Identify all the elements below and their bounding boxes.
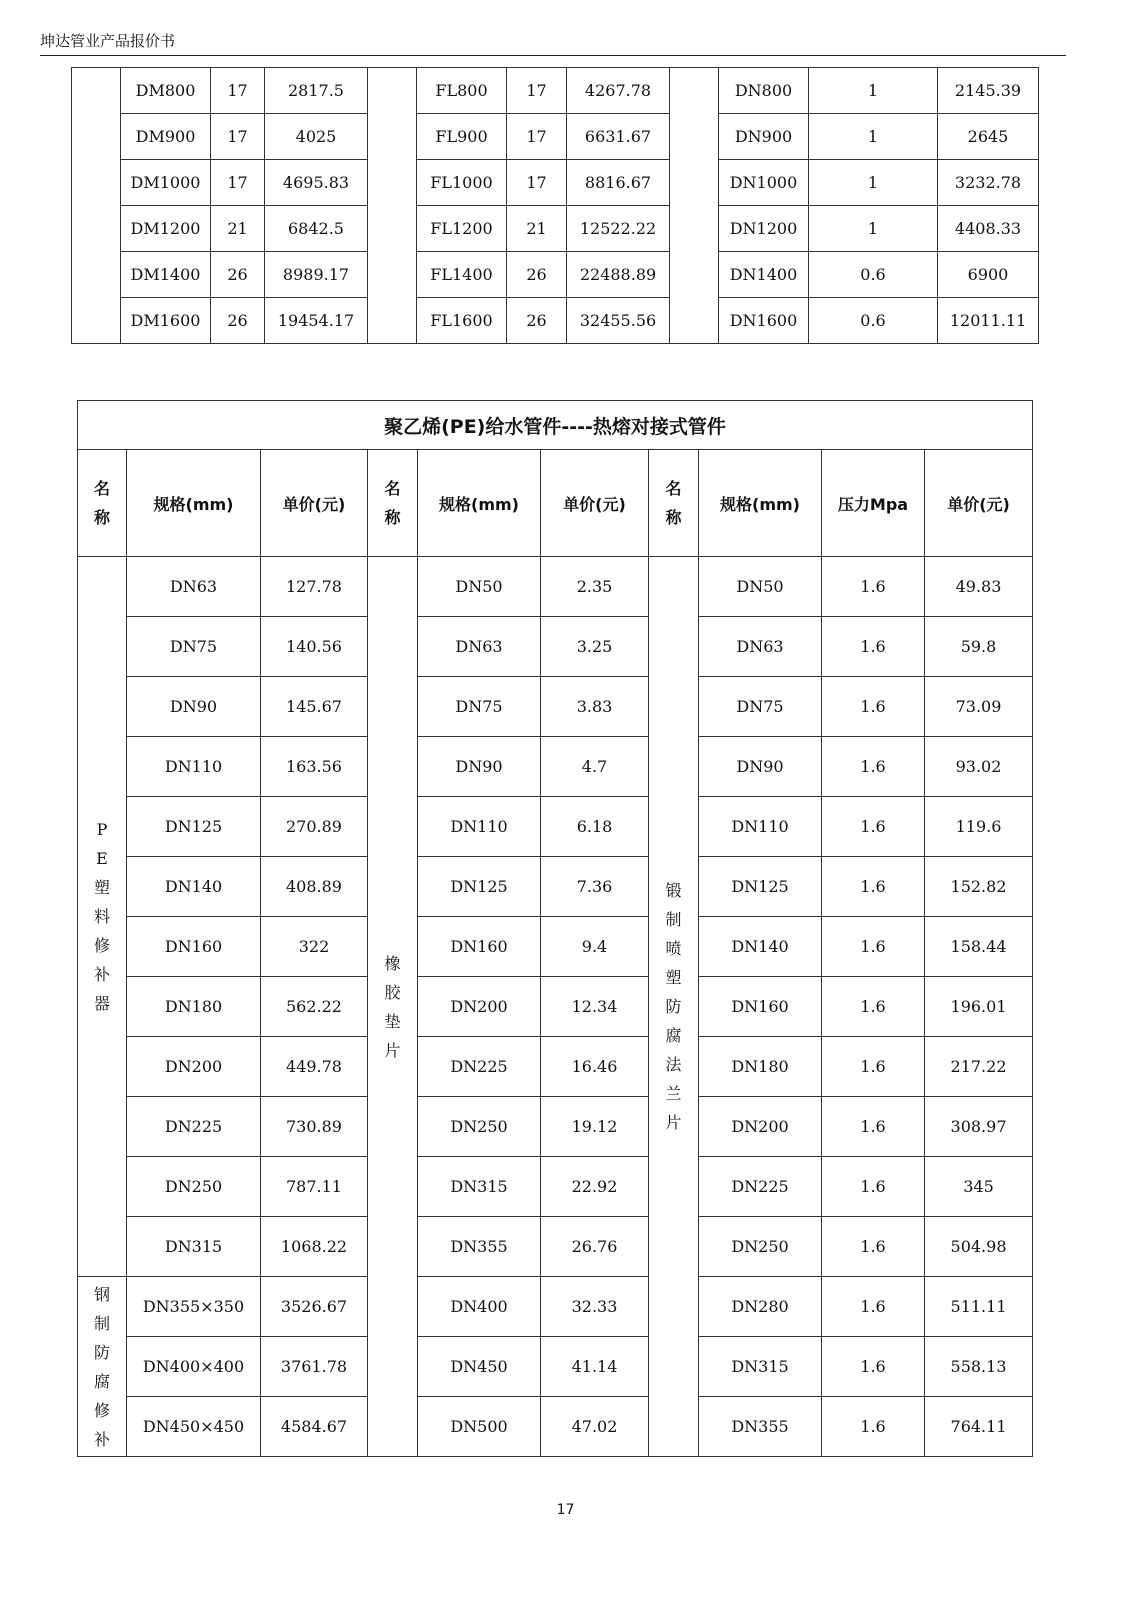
spec-cell: DN355: [699, 1397, 822, 1457]
price-cell: 4408.33: [938, 206, 1039, 252]
spec-cell: DN90: [418, 737, 541, 797]
pressure-cell: 1.6: [822, 1217, 925, 1277]
pressure-cell: 26: [507, 298, 567, 344]
table-row: [78, 857, 1033, 917]
top-table-body: [72, 68, 1039, 344]
table-row: [78, 1277, 1033, 1337]
spec-cell: FL1200: [417, 206, 507, 252]
header-divider: [40, 55, 1066, 56]
price-cell: 270.89: [261, 797, 368, 857]
spec-cell: DN250: [699, 1217, 822, 1277]
price-cell: 127.78: [261, 557, 368, 617]
price-cell: 196.01: [925, 977, 1033, 1037]
pressure-cell: 26: [507, 252, 567, 298]
spec-cell: DN140: [127, 857, 261, 917]
price-cell: 12.34: [541, 977, 649, 1037]
table-row: [72, 298, 1039, 344]
table-row: [78, 1037, 1033, 1097]
price-cell: 32455.56: [567, 298, 670, 344]
price-cell: 4.7: [541, 737, 649, 797]
pressure-cell: 1: [809, 114, 938, 160]
price-cell: 2.35: [541, 557, 649, 617]
price-cell: 93.02: [925, 737, 1033, 797]
table-row: [78, 737, 1033, 797]
spec-cell: DN200: [127, 1037, 261, 1097]
spec-cell: DN250: [418, 1097, 541, 1157]
pressure-cell: 1.6: [822, 1397, 925, 1457]
price-cell: 217.22: [925, 1037, 1033, 1097]
group-name-flange: 锻制喷塑防腐法兰片: [649, 557, 699, 1457]
table-row: [72, 68, 1039, 114]
pressure-cell: 21: [507, 206, 567, 252]
table-row: [78, 1157, 1033, 1217]
price-cell: 145.67: [261, 677, 368, 737]
header-price: 单价(元): [925, 450, 1033, 557]
price-cell: 562.22: [261, 977, 368, 1037]
spec-cell: DN110: [127, 737, 261, 797]
spec-cell: DN63: [418, 617, 541, 677]
spec-cell: DN355: [418, 1217, 541, 1277]
header-price: 单价(元): [541, 450, 649, 557]
spec-cell: DN900: [719, 114, 809, 160]
price-cell: 9.4: [541, 917, 649, 977]
table-row: [72, 114, 1039, 160]
spec-cell: DM800: [121, 68, 211, 114]
price-cell: 7.36: [541, 857, 649, 917]
price-cell: 6842.5: [265, 206, 368, 252]
price-cell: 158.44: [925, 917, 1033, 977]
group-name-rubber-gasket: 橡胶垫片: [368, 557, 418, 1457]
price-cell: 6900: [938, 252, 1039, 298]
pressure-cell: 0.6: [809, 298, 938, 344]
pressure-cell: 1.6: [822, 1337, 925, 1397]
spec-cell: DN500: [418, 1397, 541, 1457]
spec-cell: DN180: [127, 977, 261, 1037]
pressure-cell: 1: [809, 160, 938, 206]
spec-cell: DN800: [719, 68, 809, 114]
price-cell: 4695.83: [265, 160, 368, 206]
blank-name-cell: [368, 68, 417, 344]
spec-cell: DN1000: [719, 160, 809, 206]
price-cell: 32.33: [541, 1277, 649, 1337]
pressure-cell: 17: [507, 68, 567, 114]
spec-cell: DN50: [699, 557, 822, 617]
pressure-cell: 21: [211, 206, 265, 252]
page-number: 17: [556, 1502, 575, 1518]
price-cell: 12522.22: [567, 206, 670, 252]
price-cell: 787.11: [261, 1157, 368, 1217]
pe-table-body: [78, 401, 1033, 1457]
spec-cell: DN400: [418, 1277, 541, 1337]
price-cell: 26.76: [541, 1217, 649, 1277]
spec-cell: DN1600: [719, 298, 809, 344]
price-cell: 22488.89: [567, 252, 670, 298]
spec-cell: DN75: [418, 677, 541, 737]
header-spec: 规格(mm): [699, 450, 822, 557]
price-cell: 8816.67: [567, 160, 670, 206]
pressure-cell: 1.6: [822, 857, 925, 917]
pressure-cell: 1.6: [822, 1097, 925, 1157]
table-row: [78, 617, 1033, 677]
pressure-cell: 1: [809, 68, 938, 114]
spec-cell: DN63: [127, 557, 261, 617]
price-cell: 3232.78: [938, 160, 1039, 206]
spec-cell: FL900: [417, 114, 507, 160]
price-cell: 22.92: [541, 1157, 649, 1217]
price-cell: 408.89: [261, 857, 368, 917]
price-cell: 47.02: [541, 1397, 649, 1457]
pressure-cell: 1.6: [822, 1157, 925, 1217]
spec-cell: DN315: [418, 1157, 541, 1217]
table-row: [78, 1097, 1033, 1157]
spec-cell: DN450×450: [127, 1397, 261, 1457]
price-cell: 2145.39: [938, 68, 1039, 114]
spec-cell: DN1200: [719, 206, 809, 252]
column-header-row: [78, 450, 1033, 557]
spec-cell: DM1600: [121, 298, 211, 344]
table-title: 聚乙烯(PE)给水管件----热熔对接式管件: [78, 401, 1033, 450]
table-row: [78, 677, 1033, 737]
pressure-cell: 26: [211, 252, 265, 298]
price-cell: 2645: [938, 114, 1039, 160]
pressure-cell: 1.6: [822, 1277, 925, 1337]
spec-cell: DN315: [127, 1217, 261, 1277]
pressure-cell: 1: [809, 206, 938, 252]
spec-cell: DN75: [127, 617, 261, 677]
pressure-cell: 26: [211, 298, 265, 344]
table-row: [72, 206, 1039, 252]
pressure-cell: 1.6: [822, 617, 925, 677]
document-header-title: 坤达管业产品报价书: [40, 32, 176, 50]
spec-cell: DN75: [699, 677, 822, 737]
spec-cell: DN180: [699, 1037, 822, 1097]
spec-cell: DN110: [418, 797, 541, 857]
price-cell: 59.8: [925, 617, 1033, 677]
price-cell: 163.56: [261, 737, 368, 797]
price-cell: 140.56: [261, 617, 368, 677]
pressure-cell: 1.6: [822, 1037, 925, 1097]
spec-cell: DN450: [418, 1337, 541, 1397]
price-cell: 3761.78: [261, 1337, 368, 1397]
spec-cell: DN250: [127, 1157, 261, 1217]
spec-cell: DN63: [699, 617, 822, 677]
spec-cell: FL1600: [417, 298, 507, 344]
spec-cell: DN125: [699, 857, 822, 917]
spec-cell: DN160: [418, 917, 541, 977]
top-price-table: [71, 67, 1039, 344]
spec-cell: DN125: [418, 857, 541, 917]
price-cell: 3.83: [541, 677, 649, 737]
pe-fittings-table: [77, 400, 1033, 1457]
header-name: 名称: [78, 450, 127, 557]
table-row: [78, 977, 1033, 1037]
pressure-cell: 17: [211, 68, 265, 114]
price-cell: 41.14: [541, 1337, 649, 1397]
pressure-cell: 1.6: [822, 677, 925, 737]
price-cell: 4267.78: [567, 68, 670, 114]
spec-cell: DN160: [699, 977, 822, 1037]
group-name-pe-repair: PE塑料修补器: [78, 557, 127, 1277]
price-cell: 449.78: [261, 1037, 368, 1097]
table-row: [78, 557, 1033, 617]
pressure-cell: 0.6: [809, 252, 938, 298]
pressure-cell: 1.6: [822, 557, 925, 617]
spec-cell: DN280: [699, 1277, 822, 1337]
spec-cell: DN90: [699, 737, 822, 797]
header-spec: 规格(mm): [127, 450, 261, 557]
spec-cell: DN1400: [719, 252, 809, 298]
price-cell: 6631.67: [567, 114, 670, 160]
spec-cell: DN355×350: [127, 1277, 261, 1337]
price-cell: 3526.67: [261, 1277, 368, 1337]
spec-cell: DN50: [418, 557, 541, 617]
spec-cell: FL1400: [417, 252, 507, 298]
price-cell: 119.6: [925, 797, 1033, 857]
group-name-steel-repair: 钢制防腐修补: [78, 1277, 127, 1457]
blank-name-cell: [670, 68, 719, 344]
pressure-cell: 1.6: [822, 917, 925, 977]
header-name: 名称: [649, 450, 699, 557]
spec-cell: DN400×400: [127, 1337, 261, 1397]
header-price: 单价(元): [261, 450, 368, 557]
table-title-row: [78, 401, 1033, 450]
spec-cell: DN315: [699, 1337, 822, 1397]
spec-cell: DN225: [127, 1097, 261, 1157]
price-cell: 73.09: [925, 677, 1033, 737]
spec-cell: DN200: [418, 977, 541, 1037]
pressure-cell: 1.6: [822, 977, 925, 1037]
price-cell: 8989.17: [265, 252, 368, 298]
price-cell: 19454.17: [265, 298, 368, 344]
price-cell: 558.13: [925, 1337, 1033, 1397]
pressure-cell: 17: [507, 114, 567, 160]
spec-cell: DN90: [127, 677, 261, 737]
spec-cell: DM1400: [121, 252, 211, 298]
price-cell: 4584.67: [261, 1397, 368, 1457]
spec-cell: DN125: [127, 797, 261, 857]
price-cell: 504.98: [925, 1217, 1033, 1277]
pressure-cell: 17: [211, 160, 265, 206]
price-cell: 152.82: [925, 857, 1033, 917]
price-cell: 1068.22: [261, 1217, 368, 1277]
price-cell: 49.83: [925, 557, 1033, 617]
spec-cell: DM1200: [121, 206, 211, 252]
table-row: [78, 917, 1033, 977]
price-cell: 322: [261, 917, 368, 977]
table-row: [78, 1217, 1033, 1277]
header-spec: 规格(mm): [418, 450, 541, 557]
spec-cell: DN200: [699, 1097, 822, 1157]
price-cell: 19.12: [541, 1097, 649, 1157]
price-cell: 2817.5: [265, 68, 368, 114]
price-cell: 764.11: [925, 1397, 1033, 1457]
price-cell: 6.18: [541, 797, 649, 857]
price-cell: 511.11: [925, 1277, 1033, 1337]
pressure-cell: 1.6: [822, 797, 925, 857]
spec-cell: FL800: [417, 68, 507, 114]
spec-cell: DN140: [699, 917, 822, 977]
pressure-cell: 1.6: [822, 737, 925, 797]
table-row: [72, 160, 1039, 206]
pressure-cell: 17: [211, 114, 265, 160]
spec-cell: DM1000: [121, 160, 211, 206]
table-row: [78, 797, 1033, 857]
price-cell: 4025: [265, 114, 368, 160]
price-cell: 308.97: [925, 1097, 1033, 1157]
table-row: [72, 252, 1039, 298]
price-cell: 16.46: [541, 1037, 649, 1097]
table-row: [78, 1337, 1033, 1397]
price-cell: 730.89: [261, 1097, 368, 1157]
table-row: [78, 1397, 1033, 1457]
price-cell: 3.25: [541, 617, 649, 677]
blank-name-cell: [72, 68, 121, 344]
pressure-cell: 17: [507, 160, 567, 206]
price-cell: 345: [925, 1157, 1033, 1217]
spec-cell: DN225: [418, 1037, 541, 1097]
header-pressure: 压力Mpa: [822, 450, 925, 557]
header-name: 名称: [368, 450, 418, 557]
spec-cell: DN160: [127, 917, 261, 977]
price-cell: 12011.11: [938, 298, 1039, 344]
spec-cell: FL1000: [417, 160, 507, 206]
spec-cell: DN110: [699, 797, 822, 857]
spec-cell: DM900: [121, 114, 211, 160]
spec-cell: DN225: [699, 1157, 822, 1217]
